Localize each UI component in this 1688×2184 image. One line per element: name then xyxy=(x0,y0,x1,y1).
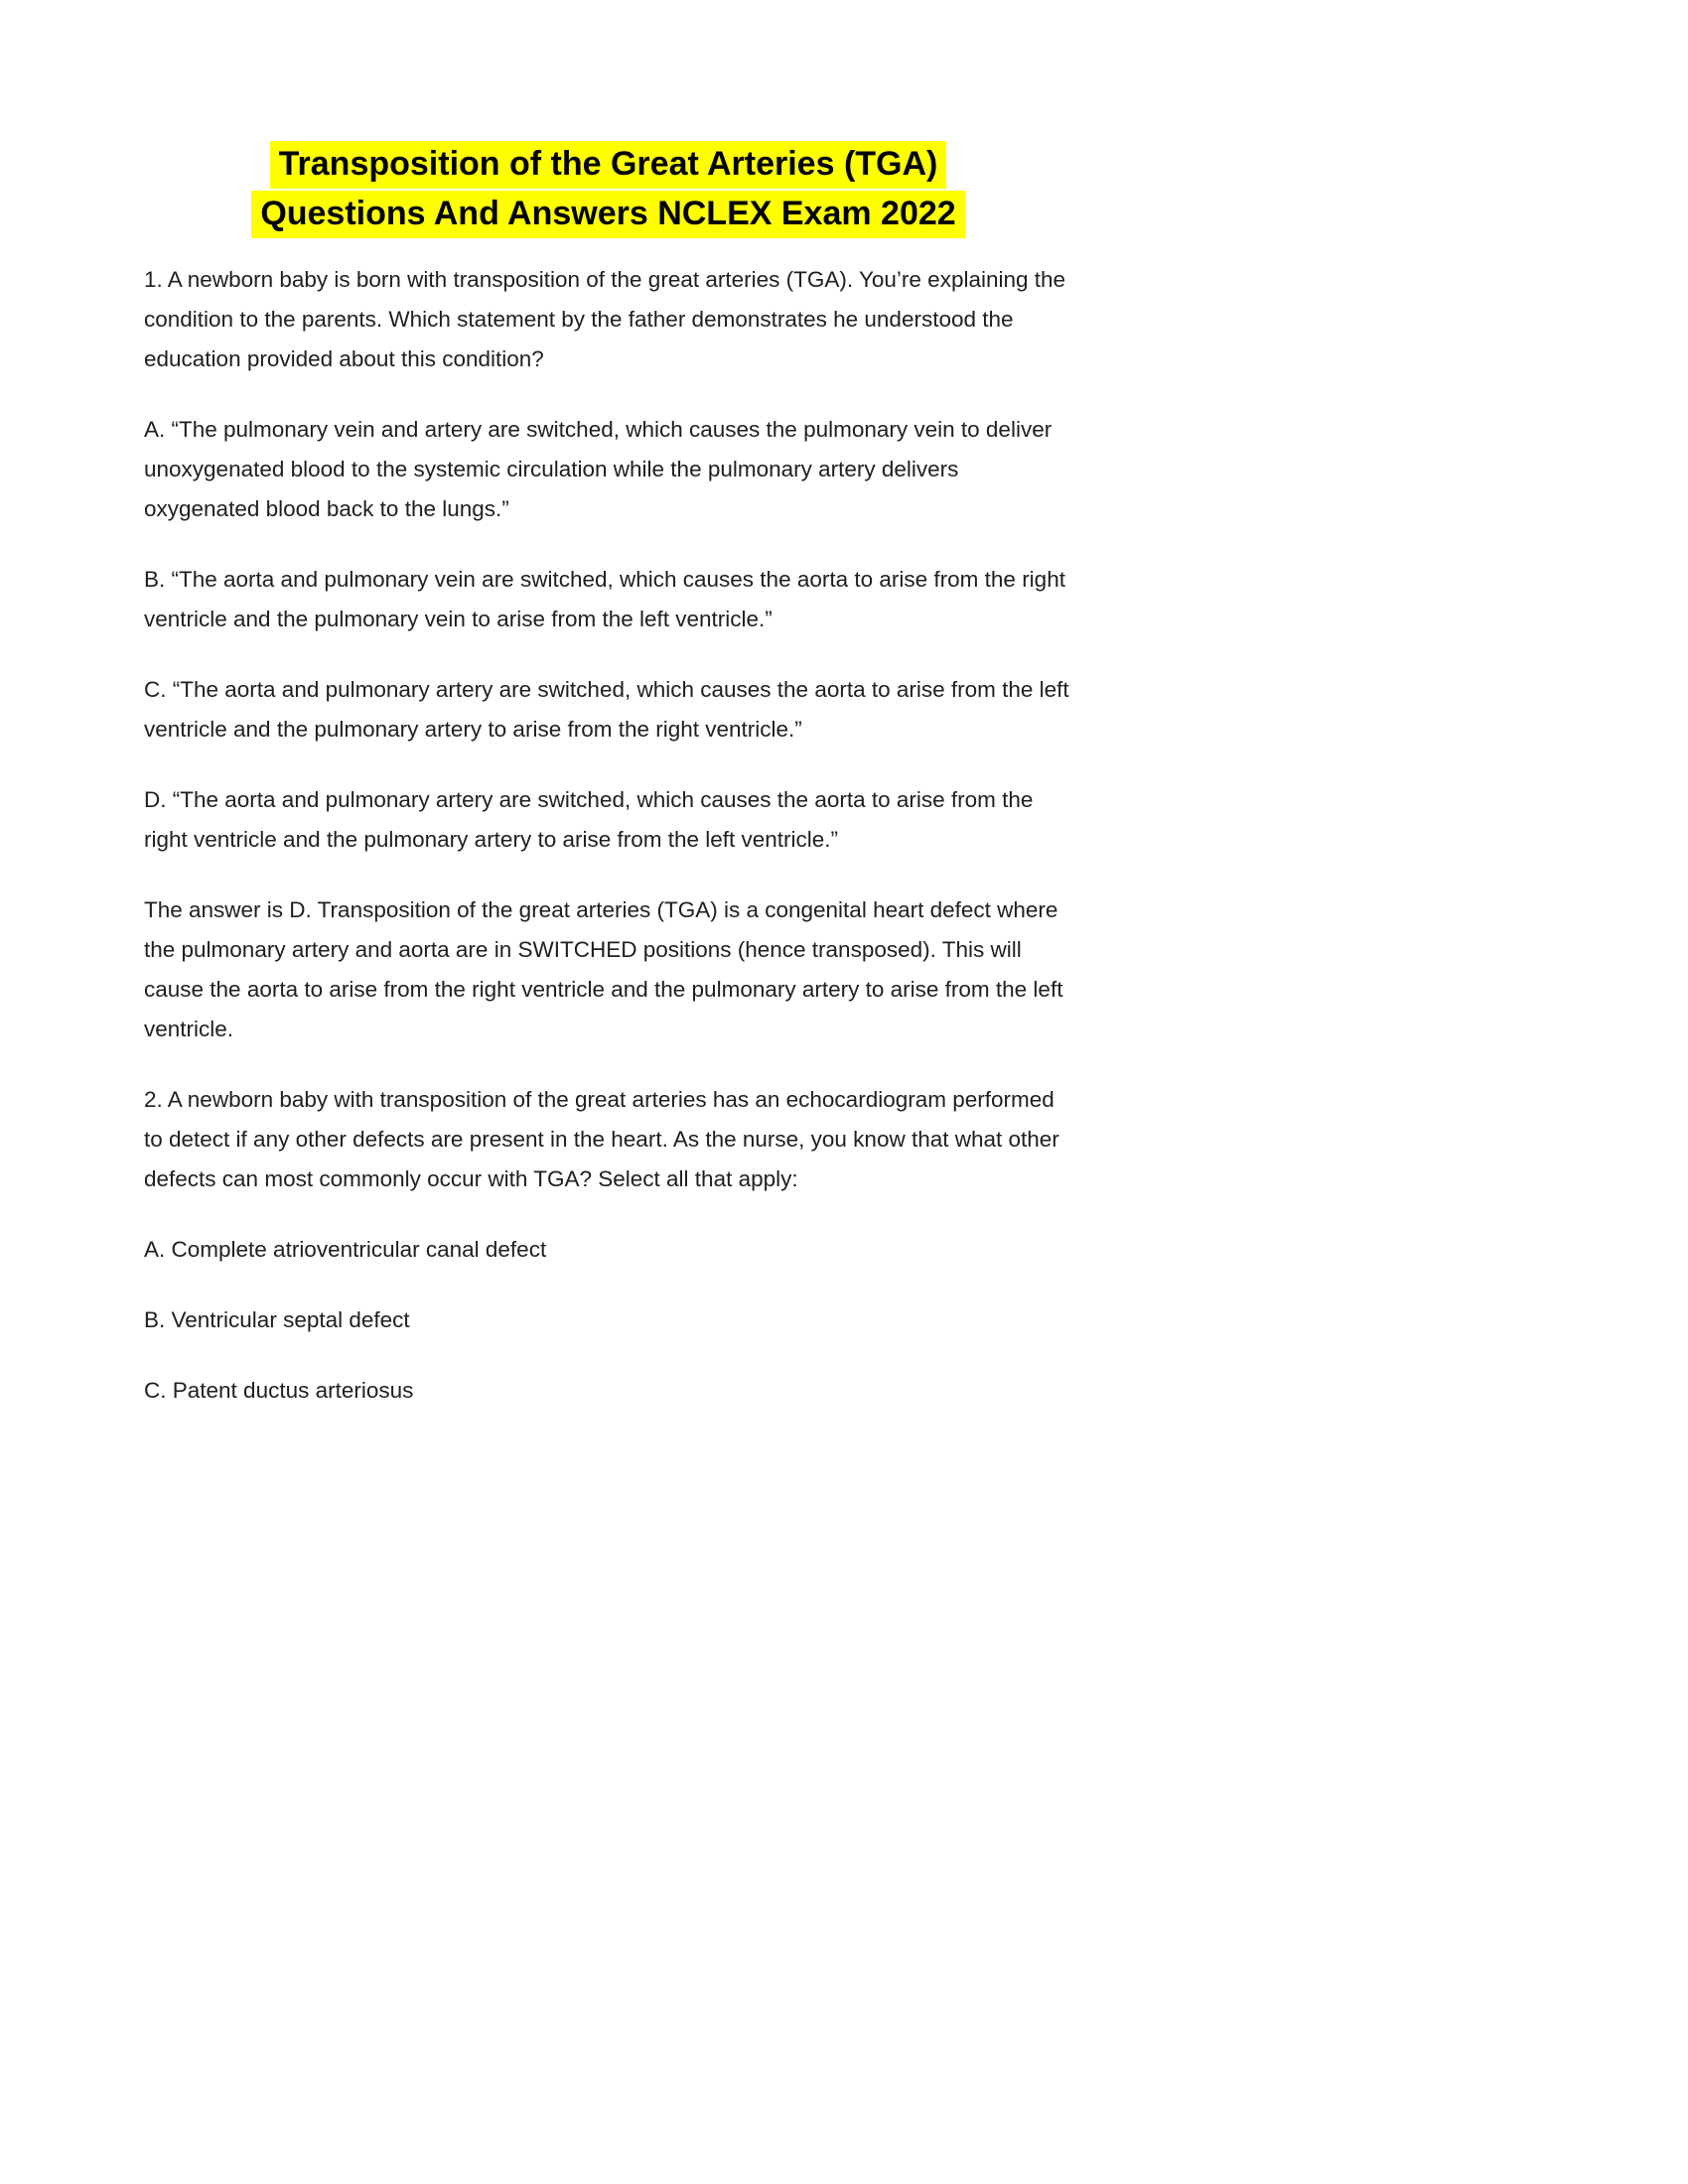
question-1-option-a: A. “The pulmonary vein and artery are switched, which causes the pulmonary vein to deliver unoxygenated blood to the systemic circulation while the pulmonary artery delivers oxygenated blood back to the lungs.” xyxy=(144,417,1053,521)
question-1-stem: 1. A newborn baby is born with transposition of the great arteries (TGA). You’re explaining the condition to the parents. Which statement by the father demonstrates he understood the education provided about this condition? xyxy=(144,267,1066,371)
question-1-answer-explanation: The answer is D. Transposition of the great arteries (TGA) is a congenital heart defect where the pulmonary artery and aorta are in SWITCHED positions (hence transposed). This will cause the aorta to arise from the right ventricle and the pulmonary artery to arise from the left ventricle. xyxy=(144,897,1063,1041)
title-highlight-line2: Questions And Answers NCLEX Exam 2022 xyxy=(251,191,964,238)
question-2-stem: 2. A newborn baby with transposition of the great arteries has an echocardiogram performed to detect if any other defects are present in the heart. As the nurse, you know that what other defects can most commonly occur with TGA? Select all that apply: xyxy=(144,1087,1059,1191)
document-page xyxy=(144,139,1072,1441)
question-1-option-c: C. “The aorta and pulmonary artery are switched, which causes the aorta to arise from the left ventricle and the pulmonary artery to arise from the right ventricle.” xyxy=(144,677,1069,742)
page-title xyxy=(144,139,1072,238)
title-highlight-line1: Transposition of the Great Arteries (TGA) xyxy=(270,141,947,189)
question-1-option-b: B. “The aorta and pulmonary vein are switched, which causes the aorta to arise from the right ventricle and the pulmonary vein to arise from the left ventricle.” xyxy=(144,567,1065,631)
question-2-option-c: C. Patent ductus arteriosus xyxy=(144,1378,414,1403)
question-2-option-a: A. Complete atrioventricular canal defect xyxy=(144,1237,547,1262)
question-2-option-b: B. Ventricular septal defect xyxy=(144,1307,410,1332)
question-1-option-d: D. “The aorta and pulmonary artery are switched, which causes the aorta to arise from the right ventricle and the pulmonary artery to arise from the left ventricle.” xyxy=(144,787,1034,852)
